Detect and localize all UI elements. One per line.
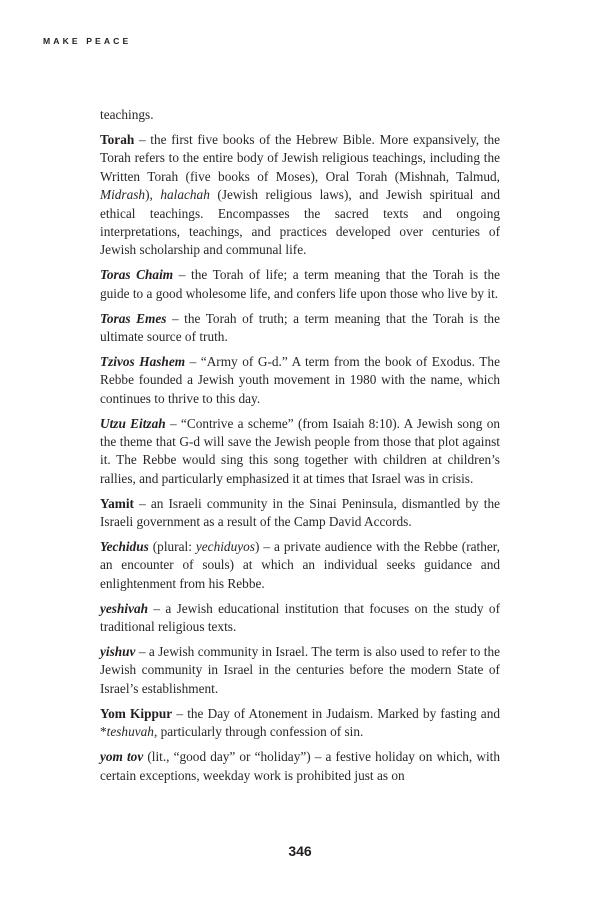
glossary-definition-text: – the first five books of the Hebrew Bible. More expansively, the Torah refers to the entire body of Jewish religious teachings, including the Written Torah (five books of Moses), Oral Torah (Mishnah, Talmud, <box>100 131 500 184</box>
glossary-term: Utzu Eitzah <box>100 415 166 431</box>
glossary-definition-text: ) – a private audience with the Rebbe (rather, an encounter of souls) at which an individual seeks guidance and enlightenment from his Rebbe. <box>100 539 501 591</box>
glossary-term: Yom Kippur <box>100 705 173 721</box>
glossary-definition-text: – the Torah of truth; a term meaning that the Torah is the ultimate source of truth. <box>100 310 500 344</box>
glossary-entry <box>100 748 500 785</box>
running-head: MAKE PEACE <box>43 36 132 46</box>
glossary-term: Torah <box>100 131 135 147</box>
continuation-text: teachings. <box>100 107 154 122</box>
glossary-definition-text: – “Contrive a scheme” (from Isaiah 8:10). A Jewish song on the theme that G-d will save the Jewish people from those that plot against it. The Rebbe would sing this song together with children at children’s rallies, and particularly emphasized it at times that Israel was in crisis. <box>100 415 500 486</box>
glossary-term: Yechidus <box>100 539 149 555</box>
glossary-term: yom tov <box>100 749 144 765</box>
glossary-definition-text: (plural: <box>148 539 196 555</box>
glossary-term: yeshivah <box>100 600 149 616</box>
glossary-entry <box>100 643 500 698</box>
glossary-italic-text: Midrash <box>100 187 146 203</box>
glossary-term: Toras Emes <box>100 310 167 326</box>
glossary-entry <box>100 310 500 347</box>
glossary-entries <box>100 131 500 785</box>
glossary-body <box>100 106 500 791</box>
glossary-italic-text: teshuvah <box>106 724 154 740</box>
glossary-definition-text: (Jewish religious laws), and Jewish spiritual and ethical teachings. Encompasses the sacred texts and ongoing interpretations, teachings, and practices developed over centuries of Jewish scholarship and communal life. <box>100 187 500 258</box>
glossary-entry <box>100 600 500 637</box>
glossary-entry <box>100 495 500 532</box>
glossary-term: Toras Chaim <box>100 267 174 283</box>
glossary-definition-text: – “Army of G-d.” A term from the book of Exodus. The Rebbe founded a Jewish youth movement in 1980 with the name, which continues to thrive to this day. <box>100 353 500 406</box>
glossary-definition-text: – the Torah of life; a term meaning that the Torah is the guide to a good wholesome life, and confers life upon those who live by it. <box>100 267 501 301</box>
glossary-entry <box>100 705 500 742</box>
glossary-entry <box>100 538 500 593</box>
glossary-entry <box>100 131 500 260</box>
glossary-definition-text: – a Jewish community in Israel. The term is also used to refer to the Jewish community in Israel in the centuries before the modern State of Israel’s establishment. <box>100 644 500 696</box>
glossary-entry <box>100 353 500 408</box>
glossary-definition-text: , particularly through confession of sin. <box>153 724 364 740</box>
glossary-entry <box>100 415 500 489</box>
glossary-term: yishuv <box>100 644 136 660</box>
glossary-definition-text: – the Day of Atonement in Judaism. Marked by fasting and * <box>100 705 500 740</box>
glossary-italic-text: yechiduyos <box>195 539 255 555</box>
glossary-italic-text: halachah <box>160 187 210 203</box>
glossary-definition-text: ), <box>145 187 161 203</box>
glossary-term: Tzivos Hashem <box>100 353 186 369</box>
page-number: 346 <box>288 843 312 859</box>
glossary-term: Yamit <box>100 495 134 511</box>
glossary-definition-text: – a Jewish educational institution that focuses on the study of traditional religious texts. <box>100 600 500 635</box>
glossary-definition-text: – an Israeli community in the Sinai Peninsula, dismantled by the Israeli government as a result of the Camp David Accords. <box>100 495 500 530</box>
glossary-entry <box>100 266 500 303</box>
glossary-definition-text: (lit., “good day” or “holiday”) – a festive holiday on which, with certain exceptions, weekday work is prohibited just as on <box>100 749 500 783</box>
